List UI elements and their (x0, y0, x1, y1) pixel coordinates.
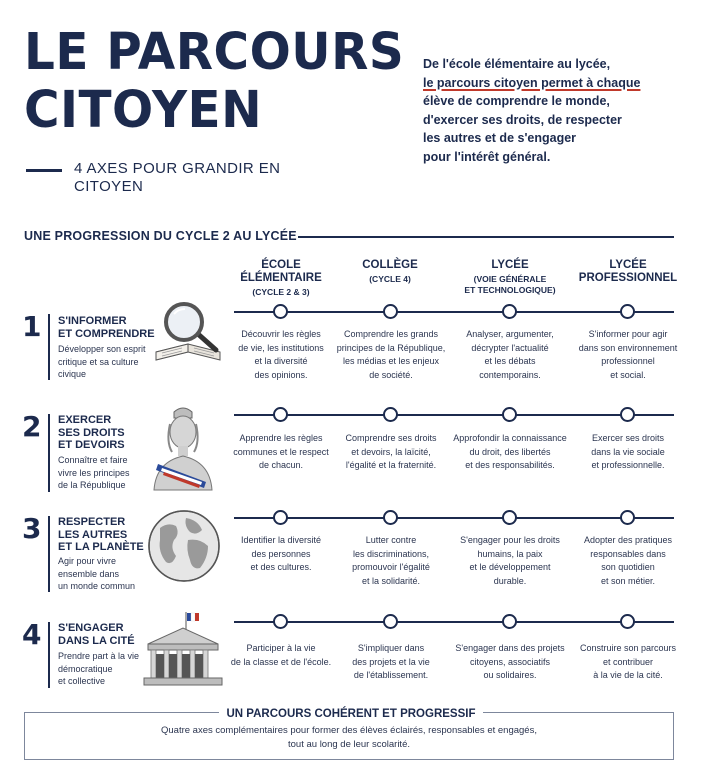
column-header-college: COLLÈGE (CYCLE 4) (362, 259, 418, 284)
row-title-2: EXERCER SES DROITS ET DEVOIRS (58, 414, 125, 451)
footer-text: Quatre axes complémentaires pour former des élèves éclairés, responsables et engagés, tout au long de leur scolarité. (161, 725, 537, 750)
row-number-2: 2 (22, 410, 42, 443)
timeline-node (273, 510, 288, 525)
town-hall-flag-icon (142, 610, 224, 688)
timeline-node (273, 304, 288, 319)
section-title: UNE PROGRESSION DU CYCLE 2 AU LYCÉE (24, 229, 297, 243)
subtitle-dash (26, 169, 62, 172)
page-title-line-1: LE PARCOURS (24, 23, 405, 82)
row-number-4: 4 (22, 618, 42, 651)
intro-line: élève de comprendre le monde, (423, 94, 610, 108)
cell-row3-college: Lutter contre les discriminations, promouvoir l'égalité et la solidarité. (352, 535, 430, 586)
intro-text (423, 55, 693, 166)
row-title-1: S'INFORMER ET COMPRENDRE (58, 315, 155, 340)
timeline-row-2 (234, 414, 674, 416)
row-description-1: Développer son esprit critique et sa culture civique (58, 344, 146, 379)
timeline-node (383, 407, 398, 422)
footer-title: UN PARCOURS COHÉRENT ET PROGRESSIF (0, 708, 702, 720)
row-divider (48, 314, 50, 380)
row-number-1: 1 (22, 310, 42, 343)
cell-row1-college: Comprendre les grands principes de la République, les médias et les enjeux de société. (336, 329, 446, 380)
cell-row3-lycee-pro: Adopter des pratiques responsables dans son quotidien et son métier. (583, 535, 673, 586)
row-description-2: Connaître et faire vivre les principes de la République (58, 455, 130, 490)
timeline-node (620, 614, 635, 629)
page-title-line-2: CITOYEN (24, 81, 263, 140)
timeline-node (383, 510, 398, 525)
cell-row4-ecole: Participer à la vie de la classe et de l'école. (230, 643, 332, 667)
magnifier-book-icon (152, 300, 224, 370)
intro-line: d'exercer ses droits, de respecter (423, 112, 622, 127)
timeline-row-4 (234, 621, 674, 623)
column-header-ecole: ÉCOLE ÉLÉMENTAIRE (CYCLE 2 & 3) (240, 259, 322, 297)
timeline-node (273, 614, 288, 629)
timeline-node (620, 510, 635, 525)
cell-row1-ecole: Découvrir les règles de vie, les institutions et la diversité des opinions. (238, 329, 324, 380)
globe-icon (146, 508, 222, 584)
row-description-4: Prendre part à la vie démocratique et collective (58, 651, 140, 686)
row-number-3: 3 (22, 512, 42, 545)
row-divider (48, 516, 50, 592)
timeline-row-1 (234, 311, 674, 313)
cell-row4-lycee-pro: Construire son parcours et contribuer à la vie de la cité. (579, 643, 677, 680)
row-divider (48, 414, 50, 492)
page-title (24, 24, 404, 140)
cell-row2-college: Comprendre ses droits et devoirs, la laïcité, l'égalité et la fraternité. (345, 433, 437, 470)
section-rule (298, 236, 674, 238)
timeline-node (502, 304, 517, 319)
timeline-node (383, 614, 398, 629)
marianne-bust-icon (148, 402, 218, 492)
row-divider (48, 622, 50, 688)
timeline-node (502, 614, 517, 629)
cell-row4-lycee: S'engager dans des projets citoyens, associatifs ou solidaires. (455, 643, 565, 680)
timeline-node (620, 407, 635, 422)
row-description-3: Agir pour vivre ensemble dans un monde commun (58, 556, 136, 591)
cell-row4-college: S'impliquer dans des projets et la vie de l'établissement. (352, 643, 430, 680)
cell-row2-ecole: Apprendre les règles communes et le respect de chacun. (233, 433, 329, 470)
cell-row3-lycee: S'engager pour les droits humains, la paix et le développement durable. (460, 535, 560, 586)
timeline-node (620, 304, 635, 319)
row-title-4: S'ENGAGER DANS LA CITÉ (58, 622, 135, 647)
timeline-node (502, 407, 517, 422)
intro-line: le parcours citoyen permet à chaque (423, 75, 641, 90)
cell-row2-lycee-pro: Exercer ses droits dans la vie sociale et professionnelle. (591, 433, 665, 470)
intro-line: les autres et de s'engager (423, 131, 577, 145)
cell-row2-lycee: Approfondir la connaissance du droit, des libertés et des responsabilités. (453, 433, 567, 470)
cell-row1-lycee-pro: S'informer pour agir dans son environnement professionnel et social. (578, 329, 678, 380)
intro-line: De l'école élémentaire au lycée, (423, 57, 611, 71)
row-title-3: RESPECTER LES AUTRES ET LA PLANÈTE (58, 516, 144, 553)
timeline-row-3 (234, 517, 674, 519)
timeline-node (502, 510, 517, 525)
cell-row1-lycee: Analyser, argumenter, décrypter l'actualité et les débats contemporains. (466, 329, 554, 380)
column-header-lycee-pro: LYCÉE PROFESSIONNEL (578, 259, 678, 284)
cell-row3-ecole: Identifier la diversité des personnes et des cultures. (240, 535, 322, 572)
page-subtitle: 4 AXES POUR GRANDIR EN CITOYEN (74, 160, 281, 195)
timeline-node (383, 304, 398, 319)
intro-line: pour l'intérêt général. (423, 149, 551, 164)
column-header-lycee: LYCÉE (VOIE GÉNÉRALE ET TECHNOLOGIQUE) (464, 259, 556, 295)
timeline-node (273, 407, 288, 422)
